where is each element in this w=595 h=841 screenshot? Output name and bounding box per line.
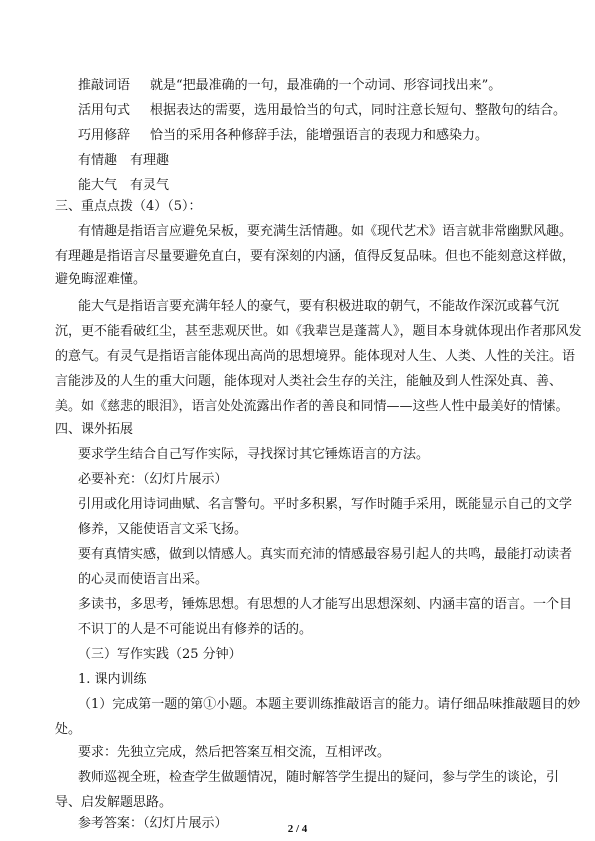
section-heading-3: 三、重点点拨（4）（5）： (55, 199, 202, 214)
para-line: 有理趣是指语言尽量要避免直白，要有深刻的内涵，值得反复品味。但也不能刻意这样做， (55, 249, 576, 264)
para-line: 的意气。有灵气是指语言能体现出高尚的思想境界。能体现对人生、人类、人性的关注。语 (55, 349, 576, 364)
para-line: 处。 (55, 722, 82, 737)
para-line: 美。如《慈悲的眼泪》，语言处处流露出作者的善良和同情——这些人性中最美好的情愫。 (55, 399, 569, 414)
list-desc: 恰当的采用各种修辞手法，能增强语言的表现力和感染力。 (150, 128, 489, 143)
para-line: 不识丁的人是不可能说出有修养的话的。 (78, 622, 313, 637)
practice-subheading: 1. 课内训练 (78, 672, 147, 687)
page-number: 2 / 4 (287, 823, 308, 835)
para-line: 教师巡视全班，检查学生做题情况，随时解答学生提出的疑问，参与学生的谈论，引 (78, 770, 560, 785)
pair-line-2: 能大气 有灵气 (78, 178, 170, 193)
para-line: 引用或化用诗词曲赋、名言警句。平时多积累，写作时随手采用，既能显示自己的文学 (78, 497, 573, 512)
para-line: 沉，更不能看破红尘，甚至悲观厌世。如《我辈岂是蓬蒿人》，题目本身就体现出作者那风发 (55, 324, 582, 339)
para-line: 参考答案：（幻灯片展示） (78, 816, 228, 831)
para-line: 导、启发解题思路。 (55, 795, 173, 810)
list-desc: 根据表达的需要，选用最恰当的句式，同时注意长短句、整散句的结合。 (150, 103, 567, 118)
para-line: 多读书，多思考，锤炼思想。有思想的人才能写出思想深刻、内涵丰富的语言。一个目 (78, 597, 573, 612)
para-line: （1）完成第一题的第①小题。本题主要训练推敲语言的能力。请仔细品味推敲题目的妙 (78, 697, 581, 712)
para-line: 要求：先独立完成，然后把答案互相交流，互相评改。 (78, 745, 391, 760)
para-line: 能大气是指语言要充满年轻人的豪气，要有积极进取的朝气，不能故作深沉或暮气沉 (78, 299, 560, 314)
para-line: 言能涉及的人生的重大问题，能体现对人类社会生存的关注，能触及到人性深处真、善、 (55, 374, 563, 389)
para-line: 的心灵而使语言出采。 (78, 572, 209, 587)
section-heading-4: 四、课外拓展 (55, 422, 134, 437)
list-term: 巧用修辞 (78, 128, 131, 143)
list-term: 活用句式 (78, 103, 131, 118)
list-desc: 就是“把最准确的一句，最准确的一个动词、形容词找出来”。 (150, 78, 502, 93)
practice-heading: （三）写作实践（25 分钟） (78, 647, 242, 662)
list-item-qiaoyong (78, 127, 488, 145)
list-item-tuiqiao (78, 77, 501, 95)
list-term: 推敲词语 (78, 78, 131, 93)
para-line: 避免晦涩难懂。 (55, 272, 147, 287)
para-line: 修养，又能使语言文采飞扬。 (78, 522, 248, 537)
para-line: 有情趣是指语言应避免呆板，要充满生活情趣。如《现代艺术》语言就非常幽默风趣。 (78, 224, 573, 239)
pair-line-1: 有情趣 有理趣 (78, 153, 170, 168)
list-item-huoyong (78, 102, 566, 120)
para-line: 要求学生结合自己写作实际，寻找探讨其它锤炼语言的方法。 (78, 447, 430, 462)
para-line: 必要补充：（幻灯片展示） (78, 472, 228, 487)
para-line: 要有真情实感，做到以情感人。真实而充沛的情感最容易引起人的共鸣，最能打动读者 (78, 547, 573, 562)
